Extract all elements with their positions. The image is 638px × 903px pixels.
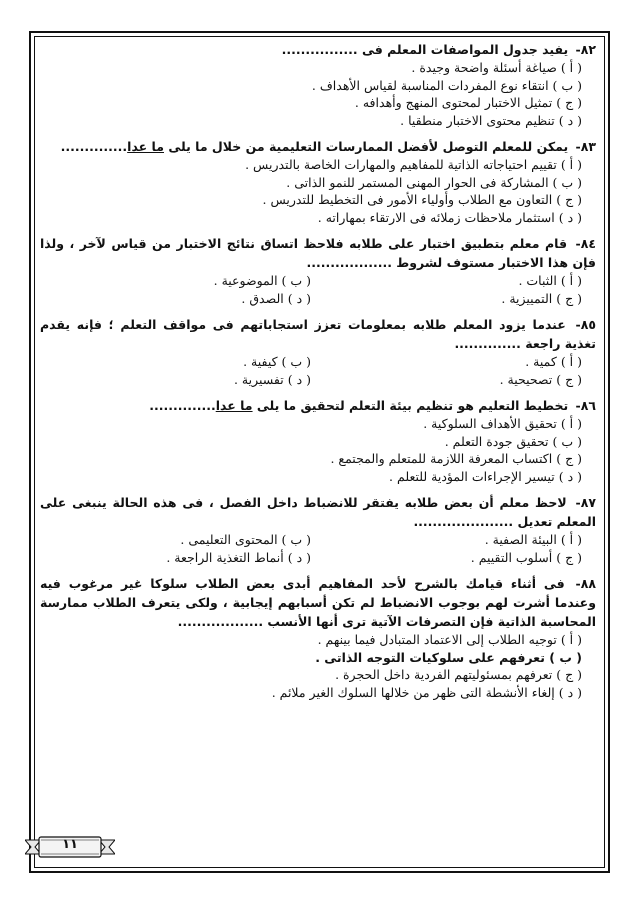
question-text-underlined: ما عدا xyxy=(215,398,253,413)
options-grid xyxy=(40,353,596,388)
question-blank: .............. xyxy=(149,398,216,413)
options-grid xyxy=(40,531,596,566)
option-d[interactable]: ( د ) أنماط التغذية الراجعة . xyxy=(166,549,311,565)
page-number: ١١ xyxy=(62,837,78,852)
question-85 xyxy=(40,315,596,388)
question-text: يفيد جدول المواصفات المعلم فى ................ xyxy=(281,42,569,57)
option-c[interactable]: ( ج ) تمثيل الاختبار لمحتوى المنهج وأهدافه . xyxy=(354,95,582,110)
option-c[interactable]: ( ج ) التعاون مع الطلاب وأولياء الأمور فى التخطيط للتدريس . xyxy=(262,192,582,207)
question-text: تخطيط التعليم هو تنظيم بيئة التعلم لتحقيق ما يلى xyxy=(252,398,569,413)
option-d[interactable]: ( د ) استثمار ملاحظات زملائه فى الارتقاء بمهاراته . xyxy=(317,209,582,225)
question-82 xyxy=(40,40,596,129)
question-stem xyxy=(40,137,596,156)
option-d[interactable]: ( د ) الصدق . xyxy=(241,290,311,306)
option-b[interactable]: ( ب ) تحقيق جودة التعلم . xyxy=(444,433,582,449)
option-b[interactable]: ( ب ) انتقاء نوع المفردات المناسبة لقياس الأهداف . xyxy=(311,77,582,93)
option-a[interactable]: ( أ ) تحقيق الأهداف السلوكية . xyxy=(423,416,582,431)
option-b[interactable]: ( ب ) كيفية . xyxy=(243,354,311,369)
question-text: عندما يزود المعلم طلابه بمعلومات تعزز استجاباتهم فى مواقف التعلم ؛ فإنه يقدم تغذية راجعة .............. xyxy=(40,317,596,351)
question-text: فى أثناء قيامك بالشرح لأحد المفاهيم أبدى بعض الطلاب سلوكا غير مرغوب فيه وعندما أشرت لهم بوجوب الانضباط لم تكن أسبابهم إيجابية ، ولكى يتعرف الطلاب ممارسة المحاسبة الذاتية فإن التصرفات الآتية ترى أنها الأنسب .................. xyxy=(40,576,596,629)
option-d[interactable]: ( د ) تيسير الإجراءات المؤدية للتعلم . xyxy=(389,468,582,484)
options-grid xyxy=(40,272,596,307)
question-87 xyxy=(40,493,596,566)
exam-content xyxy=(40,40,596,709)
option-b[interactable]: ( ب ) تعرفهم على سلوكيات التوجه الذاتى . xyxy=(315,649,582,665)
question-stem xyxy=(40,234,596,272)
option-c[interactable]: ( ج ) أسلوب التقييم . xyxy=(470,549,582,565)
option-a[interactable]: ( أ ) البيئة الصفية . xyxy=(484,532,582,547)
question-number: ٨٧- xyxy=(575,495,596,510)
question-stem xyxy=(40,574,596,631)
question-stem xyxy=(40,315,596,353)
question-stem xyxy=(40,396,596,415)
question-blank: .............. xyxy=(60,139,128,154)
option-a[interactable]: ( أ ) صياغة أسئلة واضحة وجيدة . xyxy=(411,60,582,75)
option-a[interactable]: ( أ ) الثبات . xyxy=(518,273,582,288)
question-text: يمكن للمعلم التوصل لأفضل الممارسات التعليمية من خلال ما يلى xyxy=(164,139,569,154)
option-d[interactable]: ( د ) تفسيرية . xyxy=(233,371,311,387)
question-number: ٨٣- xyxy=(575,139,596,154)
question-text-underlined: ما عدا xyxy=(127,139,164,154)
option-b[interactable]: ( ب ) الموضوعية . xyxy=(213,273,311,288)
option-a[interactable]: ( أ ) توجيه الطلاب إلى الاعتماد المتبادل فيما بينهم . xyxy=(317,632,582,647)
question-86 xyxy=(40,396,596,485)
question-text: قام معلم بتطبيق اختبار على طلابه فلاحظ اتساق نتائج الاختبار من قياس لآخر ، ولذا فإن هذا الاختبار مستوف لشروط .................. xyxy=(40,236,596,270)
question-88 xyxy=(40,574,596,701)
question-84 xyxy=(40,234,596,307)
option-a[interactable]: ( أ ) تقييم احتياجاته الذاتية للمفاهيم والمهارات الخاصة بالتدريس . xyxy=(245,157,582,172)
option-a[interactable]: ( أ ) كمية . xyxy=(525,354,582,369)
option-c[interactable]: ( ج ) تعرفهم بمسئوليتهم الفردية داخل الحجرة . xyxy=(335,667,582,682)
question-stem xyxy=(40,40,596,59)
question-number: ٨٢- xyxy=(575,42,596,57)
question-number: ٨٨- xyxy=(575,576,596,591)
option-c[interactable]: ( ج ) اكتساب المعرفة اللازمة للمتعلم والمجتمع . xyxy=(330,451,582,466)
question-number: ٨٦- xyxy=(575,398,596,413)
question-number: ٨٥- xyxy=(575,317,597,332)
question-stem xyxy=(40,493,596,531)
option-d[interactable]: ( د ) إلغاء الأنشطة التى ظهر من خلالها السلوك الغير ملائم . xyxy=(271,684,582,700)
option-c[interactable]: ( ج ) التمييزية . xyxy=(501,290,582,306)
option-d[interactable]: ( د ) تنظيم محتوى الاختبار منطقيا . xyxy=(400,112,582,128)
option-b[interactable]: ( ب ) المحتوى التعليمى . xyxy=(180,532,311,547)
question-number: ٨٤- xyxy=(575,236,596,251)
option-b[interactable]: ( ب ) المشاركة فى الحوار المهنى المستمر للنمو الذاتى . xyxy=(286,174,582,190)
question-83 xyxy=(40,137,596,226)
option-c[interactable]: ( ج ) تصحيحية . xyxy=(499,371,582,387)
page-number-badge xyxy=(25,830,115,864)
question-text: لاحظ معلم أن بعض طلابه يفتقر للانضباط داخل الفصل ، فى هذه الحالة ينبغى على المعلم تعديل ..................... xyxy=(40,495,596,529)
